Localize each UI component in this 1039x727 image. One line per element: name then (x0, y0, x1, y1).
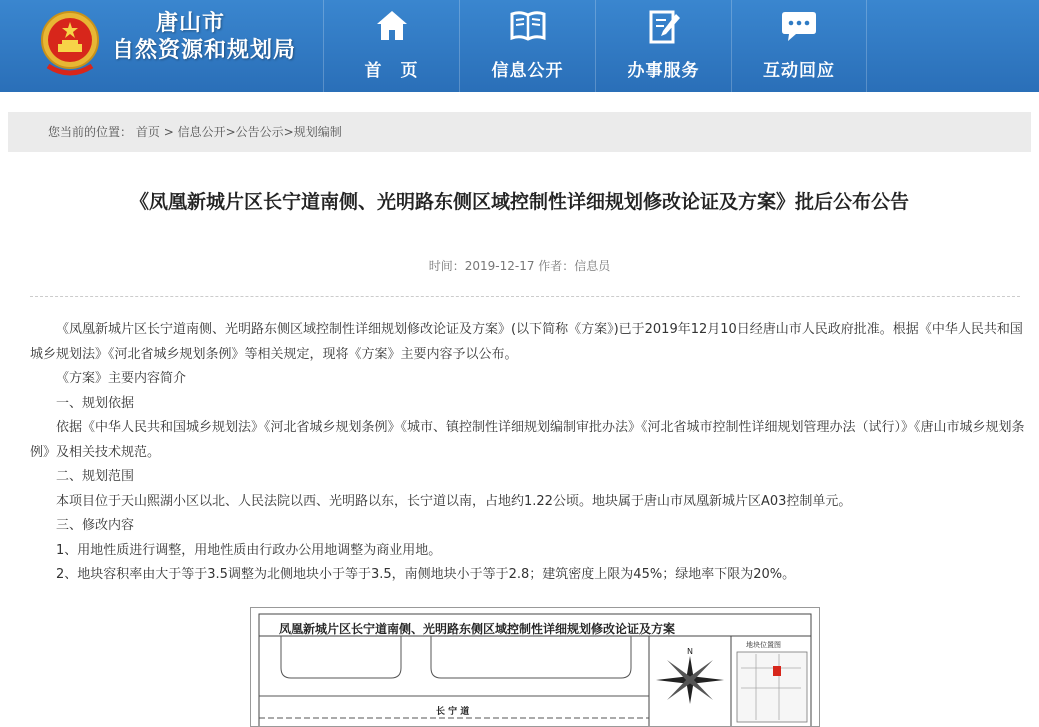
nav-services[interactable] (595, 0, 731, 92)
paragraph: 2、地块容积率由大于等于3.5调整为北侧地块小于等于3.5，南侧地块小于等于2.8；建筑密度上限为45%；绿地率下限为20%。 (56, 567, 796, 582)
svg-text:N: N (687, 647, 693, 656)
main-nav (323, 0, 867, 92)
planning-map-image (250, 607, 820, 727)
nav-home-label: 首 页 (364, 61, 419, 81)
paragraph: 依据《中华人民共和国城乡规划法》《河北省城乡规划条例》《城市、镇控制性详细规划编制审批办法》《河北省城市控制性详细规划管理办法（试行）》《唐山市城乡规划条例》及相关技术规范。 (30, 420, 1025, 460)
site-title[interactable] (112, 10, 296, 64)
edit-icon (646, 8, 682, 46)
site-header (0, 0, 1039, 92)
section-heading: 二、规划范围 (56, 469, 135, 484)
chat-icon (780, 8, 818, 44)
book-icon (509, 8, 547, 44)
article-body (30, 318, 1025, 588)
breadcrumb-planning[interactable]: 规划编制 (293, 125, 342, 139)
nav-interaction-label: 互动回应 (763, 61, 835, 81)
breadcrumb-notices[interactable]: 公告公示 (235, 125, 284, 139)
article-title: 《凤凰新城片区长宁道南侧、光明路东侧区域控制性详细规划修改论证及方案》批后公布公告 (129, 191, 909, 213)
figure-title: 凤凰新城片区长宁道南侧、光明路东侧区域控制性详细规划修改论证及方案 (279, 622, 676, 636)
paragraph: 《方案》主要内容简介 (56, 371, 187, 386)
home-icon (374, 8, 410, 44)
breadcrumb (8, 112, 1031, 152)
inset-label: 地块位置图 (746, 641, 781, 649)
section-heading: 三、修改内容 (56, 518, 135, 533)
breadcrumb-sep: > (283, 125, 294, 139)
site-title-line1: 唐山市 (156, 10, 226, 36)
section-heading: 一、规划依据 (56, 395, 135, 411)
breadcrumb-home[interactable]: 首页 (135, 125, 160, 139)
breadcrumb-sep: > (163, 125, 178, 139)
breadcrumb-prefix: 您当前的位置： (48, 125, 133, 139)
nav-services-label: 办事服务 (627, 61, 700, 81)
article-meta: 时间：2019-12-17 作者：信息员 (428, 259, 611, 273)
national-emblem-icon (40, 8, 100, 78)
breadcrumb-sep: > (225, 125, 236, 139)
site-title-line2: 自然资源和规划局 (112, 37, 297, 63)
breadcrumb-info-public[interactable]: 信息公开 (177, 125, 226, 139)
nav-interaction[interactable] (731, 0, 867, 92)
nav-home[interactable] (323, 0, 459, 92)
divider (30, 296, 1020, 297)
paragraph: 《凤凰新城片区长宁道南侧、光明路东侧区域控制性详细规划修改论证及方案》(以下简称《方案》)已于2019年12月10日经唐山市人民政府批准。根据《中华人民共和国城乡规划法》《河北省城乡规划条例》等相关规定，现将《方案》主要内容予以公布。 (30, 322, 1023, 362)
nav-info-public-label: 信息公开 (491, 61, 564, 81)
road-label: 长 宁 道 (436, 707, 470, 717)
paragraph: 1、用地性质进行调整，用地性质由行政办公用地调整为商业用地。 (56, 542, 442, 558)
paragraph: 本项目位于天山熙湖小区以北、人民法院以西、光明路以东，长宁道以南，占地约1.22公顷。地块属于唐山市凤凰新城片区A03控制单元。 (56, 493, 852, 509)
nav-info-public[interactable] (459, 0, 595, 92)
